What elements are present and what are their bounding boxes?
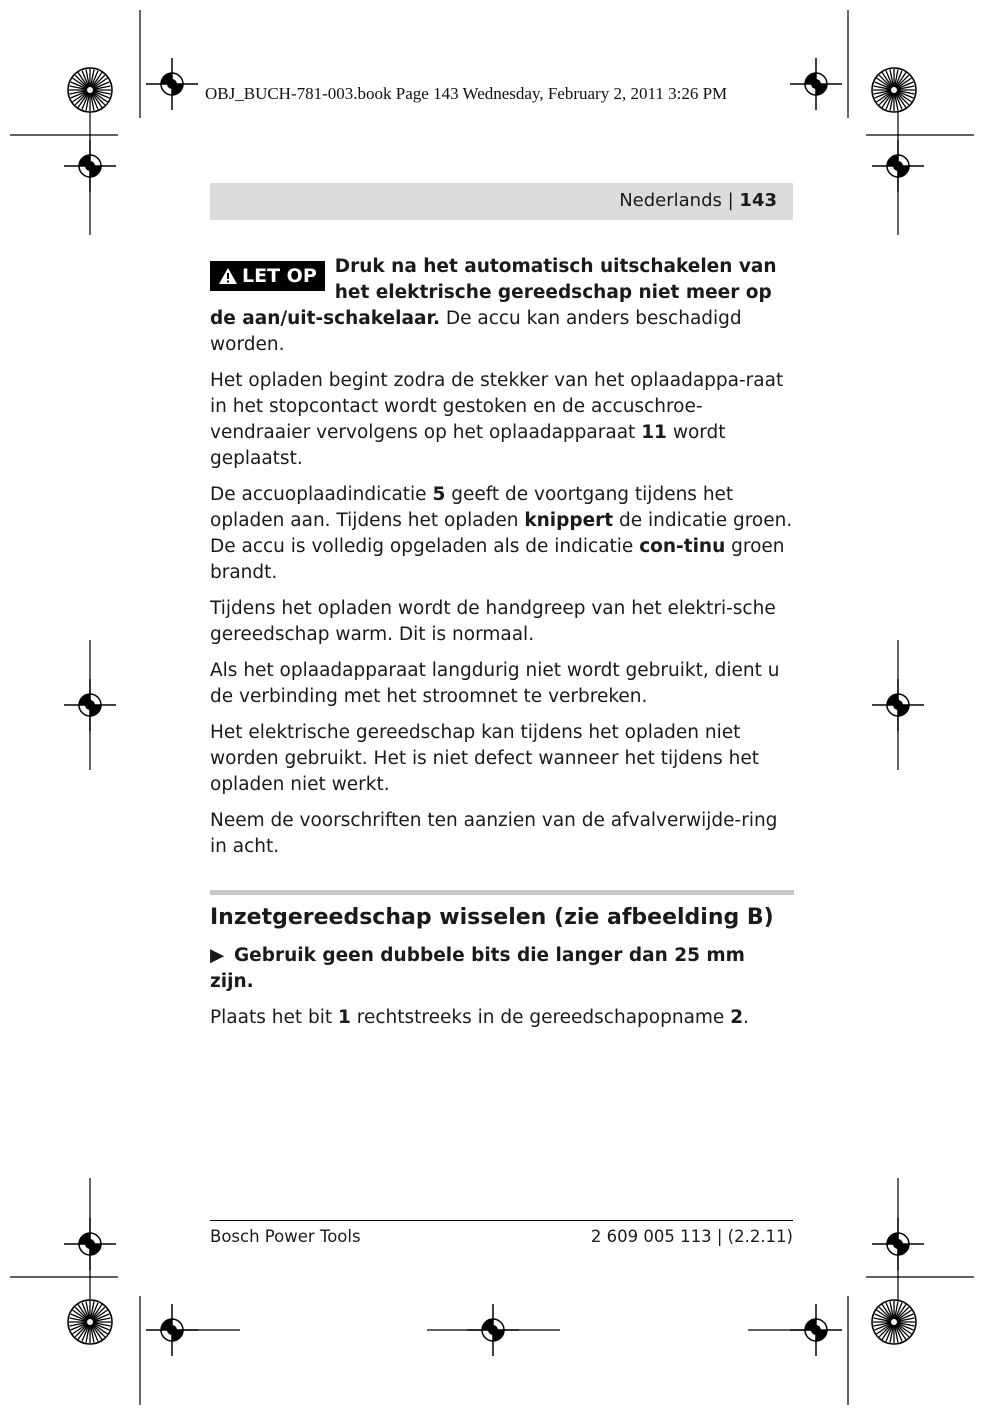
- bold-text: 2: [730, 1007, 744, 1028]
- paragraph-charging-start: [210, 368, 794, 472]
- paragraph-charge-indicator: [210, 482, 794, 586]
- printer-slug: OBJ_BUCH-781-003.book Page 143 Wednesday, February 2, 2011 3:26 PM: [205, 84, 728, 103]
- body-paragraphs: [210, 368, 794, 860]
- header-separator: |: [727, 190, 734, 211]
- warning-heading: [335, 254, 777, 306]
- text-run: Als het oplaadapparaat langdurig niet wordt gebruikt, dient u de verbinding met het stroomnet te verbreken.: [210, 660, 780, 707]
- caution-badge-label: LET OP: [242, 265, 317, 287]
- text-run: De accuoplaadindicatie: [210, 484, 433, 505]
- warning-bold-line-3: de aan/uit-schakelaar.: [210, 308, 440, 329]
- bold-text: 5: [432, 484, 446, 505]
- bullet-instruction: [210, 943, 794, 995]
- header-text: [619, 190, 777, 211]
- bullet-text: Gebruik geen dubbele bits die langer dan 25 mm zijn.: [210, 945, 745, 992]
- warning-bold-line-1: Druk na het automatisch uitschakelen van: [334, 256, 777, 277]
- text-run: de indicatie groen. De accu is volledig opgeladen als de indicatie: [210, 510, 793, 557]
- bold-text: con-tinu: [639, 536, 726, 557]
- bold-text: 1: [338, 1007, 351, 1028]
- footer-brand: Bosch Power Tools: [210, 1227, 361, 1246]
- text-run: .: [743, 1007, 749, 1028]
- text-run: Plaats het bit: [210, 1007, 339, 1028]
- page-header: [210, 183, 793, 220]
- section-heading: Inzetgereedschap wisselen (zie afbeelding B): [210, 905, 774, 930]
- text-run: groen brandt.: [210, 536, 785, 583]
- warning-paragraph: [210, 254, 794, 358]
- bold-text: knippert: [524, 510, 614, 531]
- text-run: Neem de voorschriften ten aanzien van de afvalverwijde-ring in acht.: [210, 810, 778, 857]
- text-run: Tijdens het opladen wordt de handgreep van het elektri-sche gereedschap warm. Dit is normaal.: [210, 598, 776, 645]
- text-run: Het elektrische gereedschap kan tijdens het opladen niet worden gebruikt. Het is niet defect wanneer het tijdens het opladen niet werkt.: [210, 722, 759, 795]
- bullet-triangle-icon: ▶: [210, 945, 225, 966]
- footer-rule: [210, 1220, 793, 1221]
- text-run: wordt geplaatst.: [210, 422, 726, 469]
- footer-doc-number: 2 609 005 113 | (2.2.11): [590, 1227, 793, 1246]
- paragraph-disposal: [210, 808, 794, 860]
- text-run: rechtstreeks in de gereedschapopname: [350, 1007, 731, 1028]
- paragraph-not-usable: [210, 720, 794, 798]
- warning-body: De accu kan anders beschadigd worden.: [210, 308, 742, 355]
- header-page-number: 143: [739, 190, 777, 211]
- section-divider: [210, 890, 794, 895]
- paragraph-handle-warm: [210, 596, 794, 648]
- caution-badge: [210, 261, 325, 291]
- warning-bold-line-2: het elektrische gereedschap niet meer op: [334, 282, 772, 303]
- paragraph-unplug: [210, 658, 794, 710]
- section-body: [210, 1005, 794, 1031]
- text-run: geeft de voortgang tijdens het opladen aan. Tijdens het opladen: [210, 484, 734, 531]
- bold-text: 11: [641, 422, 667, 443]
- warning-triangle-icon: [218, 267, 238, 285]
- header-language: Nederlands: [619, 190, 722, 211]
- main-content: [210, 254, 794, 1041]
- text-run: Het opladen begint zodra de stekker van het oplaadappa-raat in het stopcontact wordt gestoken en de accuschroe-vendraaier vervolgens op het oplaadapparaat: [210, 370, 784, 443]
